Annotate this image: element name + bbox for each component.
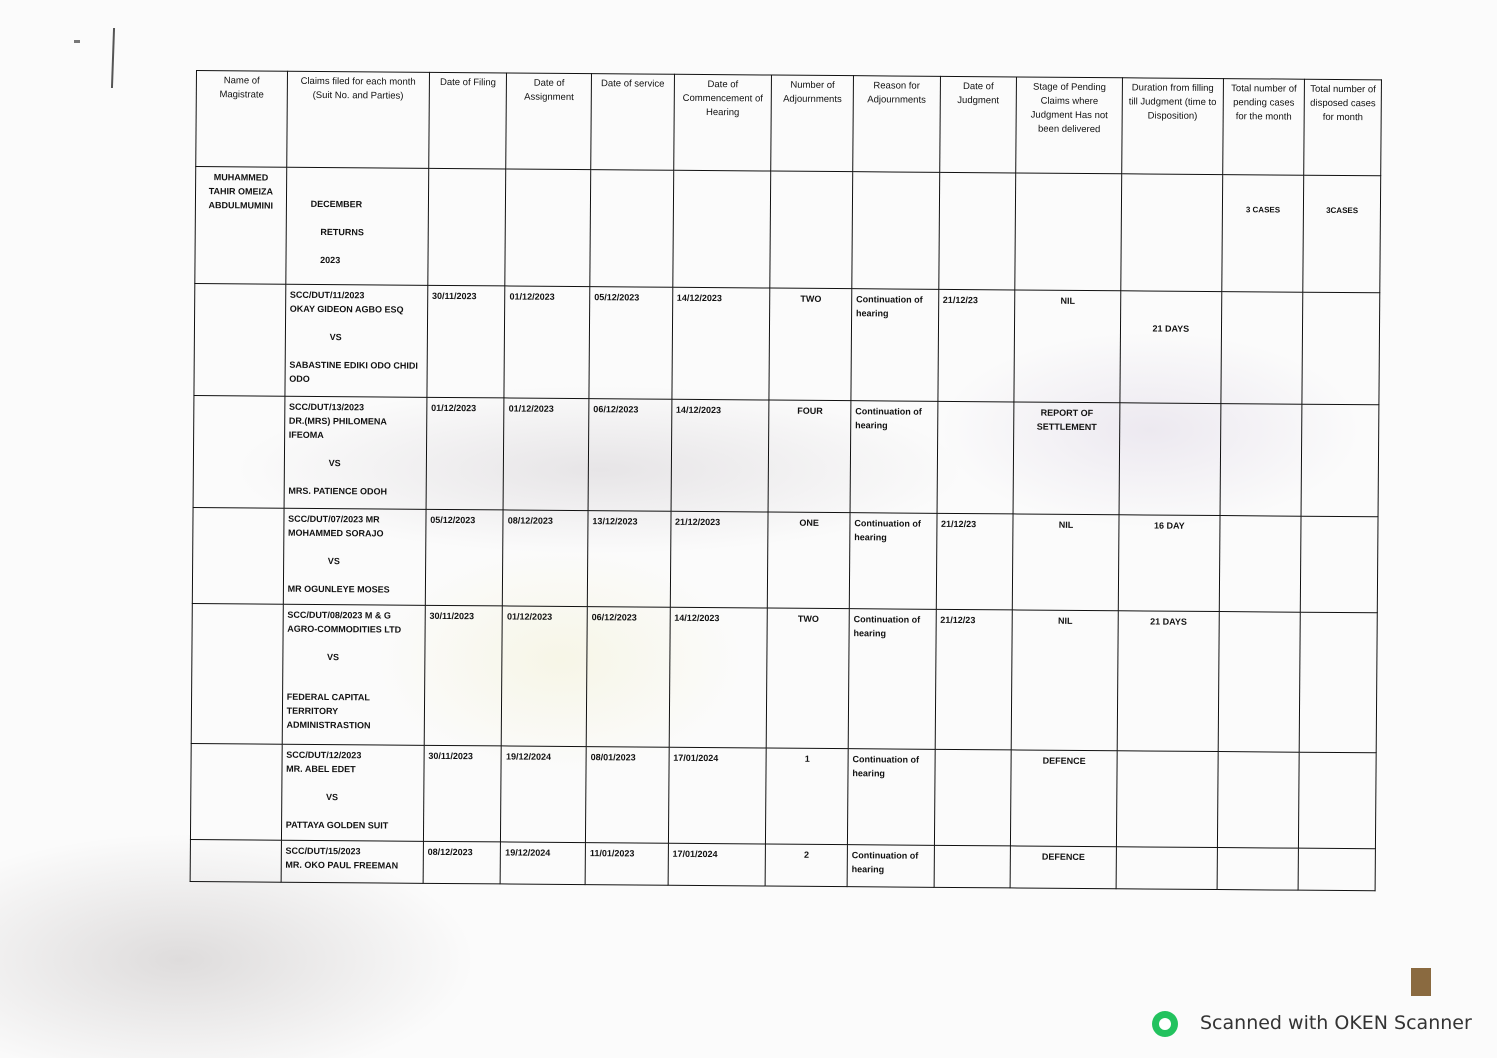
date-filing: 05/12/2023 <box>425 509 503 606</box>
empty-cell <box>1298 848 1375 891</box>
empty-cell <box>1220 404 1302 517</box>
empty-cell <box>505 169 591 287</box>
claim-cell <box>283 508 426 605</box>
table-row <box>191 603 1377 752</box>
adjournments-count: 2 <box>765 844 847 887</box>
returns-month: DECEMBER <box>310 198 363 210</box>
date-assignment: 01/12/2023 <box>503 398 589 511</box>
suit-number: SCC/DUT/08/2023 M & G <box>287 609 391 621</box>
adjournments-count: ONE <box>768 512 850 609</box>
duration: 21 DAYS <box>1120 291 1222 404</box>
empty-cell <box>1221 292 1303 405</box>
claim-cell <box>284 396 427 509</box>
empty-cell <box>1218 612 1301 753</box>
date-filing: 30/11/2023 <box>423 745 501 842</box>
table-row <box>192 507 1378 612</box>
date-service: 06/12/2023 <box>586 607 670 748</box>
empty-cell <box>1300 612 1378 753</box>
adjournments-count: TWO <box>767 608 850 749</box>
date-assignment: 19/12/2024 <box>501 746 586 843</box>
header-date-commencement: Date of Commencement of Hearing <box>673 74 771 171</box>
empty-cell <box>1219 516 1301 613</box>
duration <box>1116 751 1218 848</box>
date-service: 05/12/2023 <box>589 287 673 400</box>
header-row <box>196 71 1382 176</box>
suit-number: SCC/DUT/15/2023 <box>285 845 361 857</box>
header-total-pending: Total number of pending cases for the month <box>1222 79 1304 176</box>
duration: 16 DAY <box>1118 515 1220 612</box>
versus-label: VS <box>327 556 340 567</box>
date-assignment: 01/12/2023 <box>502 606 588 747</box>
empty-cell <box>428 168 506 286</box>
date-commencement: 17/01/2024 <box>668 747 766 844</box>
date-service: 11/01/2023 <box>585 843 668 886</box>
claim-cell <box>285 284 428 397</box>
header-reason-adjournments: Reason for Adjournments <box>853 76 940 173</box>
suit-number: SCC/DUT/11/2023 <box>289 289 365 301</box>
table-row <box>193 395 1379 516</box>
empty-cell <box>590 170 674 288</box>
adjournment-reason: Continuation of hearing <box>851 289 939 402</box>
claimant: AGRO-COMMODITIES LTD <box>287 623 402 635</box>
claimant: MR. OKO PAUL FREEMAN <box>285 859 399 871</box>
total-pending-value: 3 CASES <box>1222 175 1305 293</box>
defendant: FEDERAL CAPITAL TERRITORY ADMINISTRASTION <box>286 691 371 731</box>
header-duration: Duration from filling till Judgment (time to Disposition) <box>1122 78 1224 175</box>
adjournment-reason: Continuation of hearing <box>847 845 934 888</box>
date-assignment: 08/12/2023 <box>503 510 588 607</box>
returns-table <box>190 70 1382 891</box>
header-stage-pending: Stage of Pending Claims where Judgment Has not been delivered <box>1016 77 1123 174</box>
header-date-assignment: Date of Assignment <box>506 73 591 170</box>
versus-label: VS <box>325 792 339 803</box>
duration <box>1116 847 1217 890</box>
pending-stage: NIL <box>1014 290 1121 403</box>
date-service: 13/12/2023 <box>587 511 670 608</box>
empty-cell <box>1301 516 1378 613</box>
date-judgment: 21/12/23 <box>936 513 1013 610</box>
date-commencement: 21/12/2023 <box>670 511 768 608</box>
header-date-filing: Date of Filing <box>429 72 507 169</box>
claim-cell <box>282 604 425 745</box>
date-commencement: 14/12/2023 <box>672 287 771 400</box>
date-service: 08/01/2023 <box>585 747 668 844</box>
header-num-adjournments: Number of Adjournments <box>771 75 853 172</box>
date-filing: 08/12/2023 <box>423 841 501 884</box>
claimant: OKAY GIDEON AGBO ESQ <box>289 303 404 315</box>
table-row <box>194 283 1380 404</box>
pending-stage: REPORT OF SETTLEMENT <box>1013 402 1120 515</box>
empty-cell <box>938 172 1015 290</box>
defendant: MR OGUNLEYE MOSES <box>287 583 390 595</box>
date-assignment: 01/12/2023 <box>504 286 590 399</box>
versus-label: VS <box>329 332 342 343</box>
versus-label: VS <box>328 458 341 469</box>
empty-cell <box>1015 173 1122 291</box>
date-judgment: 21/12/23 <box>938 289 1015 402</box>
empty-cell <box>193 395 285 508</box>
oken-scanner-logo-icon <box>1152 1011 1178 1037</box>
adjournments-count: TWO <box>769 288 851 401</box>
date-judgment <box>934 845 1011 888</box>
empty-cell <box>770 171 853 289</box>
paper-edge <box>1411 968 1431 996</box>
header-date-judgment: Date of Judgment <box>939 76 1016 173</box>
empty-cell <box>192 507 283 604</box>
magistrate-name: MUHAMMED TAHIR OMEIZA ABDULMUMINI <box>195 167 287 285</box>
suit-number: SCC/DUT/12/2023 <box>286 749 362 761</box>
date-service: 06/12/2023 <box>588 399 672 512</box>
empty-cell <box>190 743 281 840</box>
date-filing: 30/11/2023 <box>427 285 505 398</box>
date-judgment <box>934 749 1011 846</box>
scanner-watermark: Scanned with OKEN Scanner <box>1200 1012 1472 1034</box>
date-assignment: 19/12/2024 <box>500 842 585 885</box>
table-row <box>190 839 1375 890</box>
date-commencement: 14/12/2023 <box>669 607 768 748</box>
adjournments-count: FOUR <box>768 400 850 513</box>
date-commencement: 17/01/2024 <box>668 843 766 886</box>
empty-cell <box>1121 174 1223 292</box>
header-claims: Claims filed for each month (Suit No. and Parties) <box>286 71 429 168</box>
table-row <box>190 743 1376 848</box>
suit-number: SCC/DUT/13/2023 <box>289 401 365 413</box>
pending-stage: NIL <box>1011 610 1118 751</box>
empty-cell <box>672 170 771 288</box>
returns-period <box>286 167 429 285</box>
empty-cell <box>852 172 940 290</box>
claim-cell <box>281 840 423 883</box>
adjournment-reason: Continuation of hearing <box>847 749 934 846</box>
pending-stage: DEFENCE <box>1011 750 1118 847</box>
empty-cell <box>1301 404 1379 517</box>
claimant: DR.(MRS) PHILOMENA IFEOMA <box>288 415 387 441</box>
pending-stage: NIL <box>1012 514 1119 611</box>
date-judgment <box>937 401 1014 514</box>
empty-cell <box>1217 848 1299 891</box>
returns-year: 2023 <box>320 254 341 266</box>
summary-row <box>195 167 1381 293</box>
empty-cell <box>194 283 286 396</box>
returns-label: RETURNS <box>320 226 364 238</box>
date-filing: 30/11/2023 <box>424 605 503 746</box>
defendant: PATTAYA GOLDEN SUIT <box>285 819 389 831</box>
empty-cell <box>190 839 281 882</box>
empty-cell <box>1217 752 1299 849</box>
empty-cell <box>1299 752 1376 849</box>
pen-mark <box>74 40 80 43</box>
total-disposed-value: 3CASES <box>1303 175 1381 293</box>
pending-stage: DEFENCE <box>1010 846 1116 889</box>
suit-number: SCC/DUT/07/2023 MR <box>288 513 380 525</box>
adjournment-reason: Continuation of hearing <box>849 513 936 610</box>
date-commencement: 14/12/2023 <box>671 399 770 512</box>
duration <box>1119 403 1221 516</box>
header-date-service: Date of service <box>591 74 674 171</box>
header-magistrate: Name of Magistrate <box>196 71 287 168</box>
versus-label: VS <box>327 652 340 663</box>
adjournment-reason: Continuation of hearing <box>848 609 936 750</box>
adjournments-count: 1 <box>766 748 848 845</box>
pen-mark <box>111 28 115 88</box>
claimant: MOHAMMED SORAJO <box>288 527 384 539</box>
duration: 21 DAYS <box>1117 611 1219 752</box>
date-filing: 01/12/2023 <box>426 397 504 510</box>
claim-cell <box>281 744 424 841</box>
adjournment-reason: Continuation of hearing <box>850 401 938 514</box>
claimant: MR. ABEL EDET <box>286 763 356 775</box>
empty-cell <box>191 603 283 744</box>
defendant: MRS. PATIENCE ODOH <box>288 485 388 497</box>
date-judgment: 21/12/23 <box>935 609 1013 750</box>
header-total-disposed: Total number of disposed cases for month <box>1304 79 1381 176</box>
empty-cell <box>1302 292 1380 405</box>
defendant: SABASTINE EDIKI ODO CHIDI ODO <box>289 359 418 384</box>
